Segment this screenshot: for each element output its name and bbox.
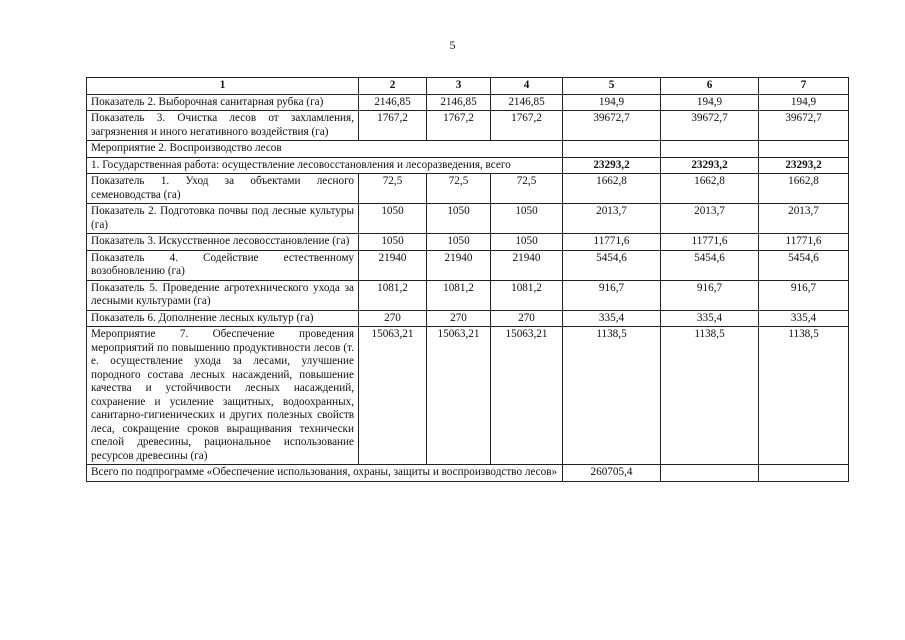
column-header-3: 3 xyxy=(427,78,491,95)
cell-value: 72,5 xyxy=(491,174,563,204)
cell-value: 2146,85 xyxy=(491,94,563,111)
row-label: Мероприятие 7. Обеспечение проведения мероприятий по повышению продуктивности лесов (т. е. осуществление ухода за лесами, улучшение породного состава лесных насаждений, повышение качества и устойчивости лесных насаждений, сохранение и усиление защитных, водоохранных, санитарно-гигиенических и других полезных свойств леса, сокращение сроков выращивания технически спелой древесины, рациональное использование ресурсов древесины (га) xyxy=(87,327,359,465)
row-label: Показатель 2. Подготовка почвы под лесные культуры (га) xyxy=(87,204,359,234)
cell-value: 194,9 xyxy=(661,94,759,111)
table-row xyxy=(87,280,849,310)
table-row xyxy=(87,157,849,174)
table-row xyxy=(87,327,849,465)
cell-value: 72,5 xyxy=(359,174,427,204)
cell-value xyxy=(759,465,849,482)
cell-value: 1138,5 xyxy=(563,327,661,465)
program-table xyxy=(86,77,849,482)
cell-value: 1050 xyxy=(359,234,427,251)
table-header-row xyxy=(87,78,849,95)
cell-value: 2146,85 xyxy=(427,94,491,111)
cell-value: 15063,21 xyxy=(491,327,563,465)
cell-value xyxy=(661,141,759,158)
cell-value: 1662,8 xyxy=(759,174,849,204)
cell-value: 335,4 xyxy=(661,310,759,327)
column-header-2: 2 xyxy=(359,78,427,95)
table-row xyxy=(87,174,849,204)
cell-value: 21940 xyxy=(427,250,491,280)
cell-value: 23293,2 xyxy=(563,157,661,174)
cell-value: 270 xyxy=(491,310,563,327)
cell-value: 1138,5 xyxy=(759,327,849,465)
cell-value: 39672,7 xyxy=(759,111,849,141)
cell-value: 916,7 xyxy=(661,280,759,310)
cell-value: 23293,2 xyxy=(661,157,759,174)
cell-value: 11771,6 xyxy=(563,234,661,251)
table-row xyxy=(87,141,849,158)
cell-value: 21940 xyxy=(491,250,563,280)
cell-value: 1081,2 xyxy=(491,280,563,310)
cell-value: 11771,6 xyxy=(661,234,759,251)
cell-value: 5454,6 xyxy=(661,250,759,280)
cell-value: 2013,7 xyxy=(759,204,849,234)
column-header-6: 6 xyxy=(661,78,759,95)
cell-value: 1050 xyxy=(427,204,491,234)
row-label: Показатель 5. Проведение агротехнического ухода за лесными культурами (га) xyxy=(87,280,359,310)
cell-value xyxy=(661,465,759,482)
cell-value: 23293,2 xyxy=(759,157,849,174)
cell-value: 1767,2 xyxy=(359,111,427,141)
row-label: Показатель 6. Дополнение лесных культур (га) xyxy=(87,310,359,327)
cell-value: 1050 xyxy=(491,234,563,251)
cell-value: 1050 xyxy=(491,204,563,234)
column-header-5: 5 xyxy=(563,78,661,95)
column-header-7: 7 xyxy=(759,78,849,95)
total-label: Всего по подпрограмме «Обеспечение использования, охраны, защиты и воспроизводство лесов» xyxy=(87,465,563,482)
table-row xyxy=(87,310,849,327)
row-label: Показатель 3. Искусственное лесовосстановление (га) xyxy=(87,234,359,251)
cell-value: 335,4 xyxy=(563,310,661,327)
cell-value: 72,5 xyxy=(427,174,491,204)
cell-value: 1662,8 xyxy=(563,174,661,204)
cell-value xyxy=(759,141,849,158)
cell-value: 916,7 xyxy=(563,280,661,310)
cell-value: 5454,6 xyxy=(759,250,849,280)
cell-value: 15063,21 xyxy=(359,327,427,465)
cell-value: 916,7 xyxy=(759,280,849,310)
cell-value: 260705,4 xyxy=(563,465,661,482)
row-label: Показатель 4. Содействие естественному возобновлению (га) xyxy=(87,250,359,280)
cell-value: 2013,7 xyxy=(661,204,759,234)
cell-value: 15063,21 xyxy=(427,327,491,465)
cell-value: 2013,7 xyxy=(563,204,661,234)
table-row xyxy=(87,111,849,141)
cell-value: 2146,85 xyxy=(359,94,427,111)
cell-value: 39672,7 xyxy=(563,111,661,141)
row-label: 1. Государственная работа: осуществление лесовосстановления и лесоразведения, всего xyxy=(87,157,563,174)
section-title: Мероприятие 2. Воспроизводство лесов xyxy=(87,141,563,158)
cell-value: 1767,2 xyxy=(427,111,491,141)
table-row xyxy=(87,250,849,280)
cell-value: 1138,5 xyxy=(661,327,759,465)
table-row xyxy=(87,465,849,482)
cell-value: 194,9 xyxy=(563,94,661,111)
cell-value: 21940 xyxy=(359,250,427,280)
row-label: Показатель 3. Очистка лесов от захламления, загрязнения и иного негативного воздействия (га) xyxy=(87,111,359,141)
cell-value: 1050 xyxy=(359,204,427,234)
cell-value: 1081,2 xyxy=(359,280,427,310)
cell-value: 270 xyxy=(427,310,491,327)
table-row xyxy=(87,204,849,234)
cell-value: 1050 xyxy=(427,234,491,251)
cell-value: 11771,6 xyxy=(759,234,849,251)
row-label: Показатель 1. Уход за объектами лесного семеноводства (га) xyxy=(87,174,359,204)
cell-value: 335,4 xyxy=(759,310,849,327)
column-header-4: 4 xyxy=(491,78,563,95)
table-row xyxy=(87,234,849,251)
page-number: 5 xyxy=(449,38,456,52)
cell-value: 1081,2 xyxy=(427,280,491,310)
cell-value: 194,9 xyxy=(759,94,849,111)
cell-value: 5454,6 xyxy=(563,250,661,280)
cell-value: 39672,7 xyxy=(661,111,759,141)
cell-value: 1662,8 xyxy=(661,174,759,204)
column-header-1: 1 xyxy=(87,78,359,95)
row-label: Показатель 2. Выборочная санитарная рубка (га) xyxy=(87,94,359,111)
table-row xyxy=(87,94,849,111)
cell-value: 270 xyxy=(359,310,427,327)
cell-value xyxy=(563,141,661,158)
cell-value: 1767,2 xyxy=(491,111,563,141)
